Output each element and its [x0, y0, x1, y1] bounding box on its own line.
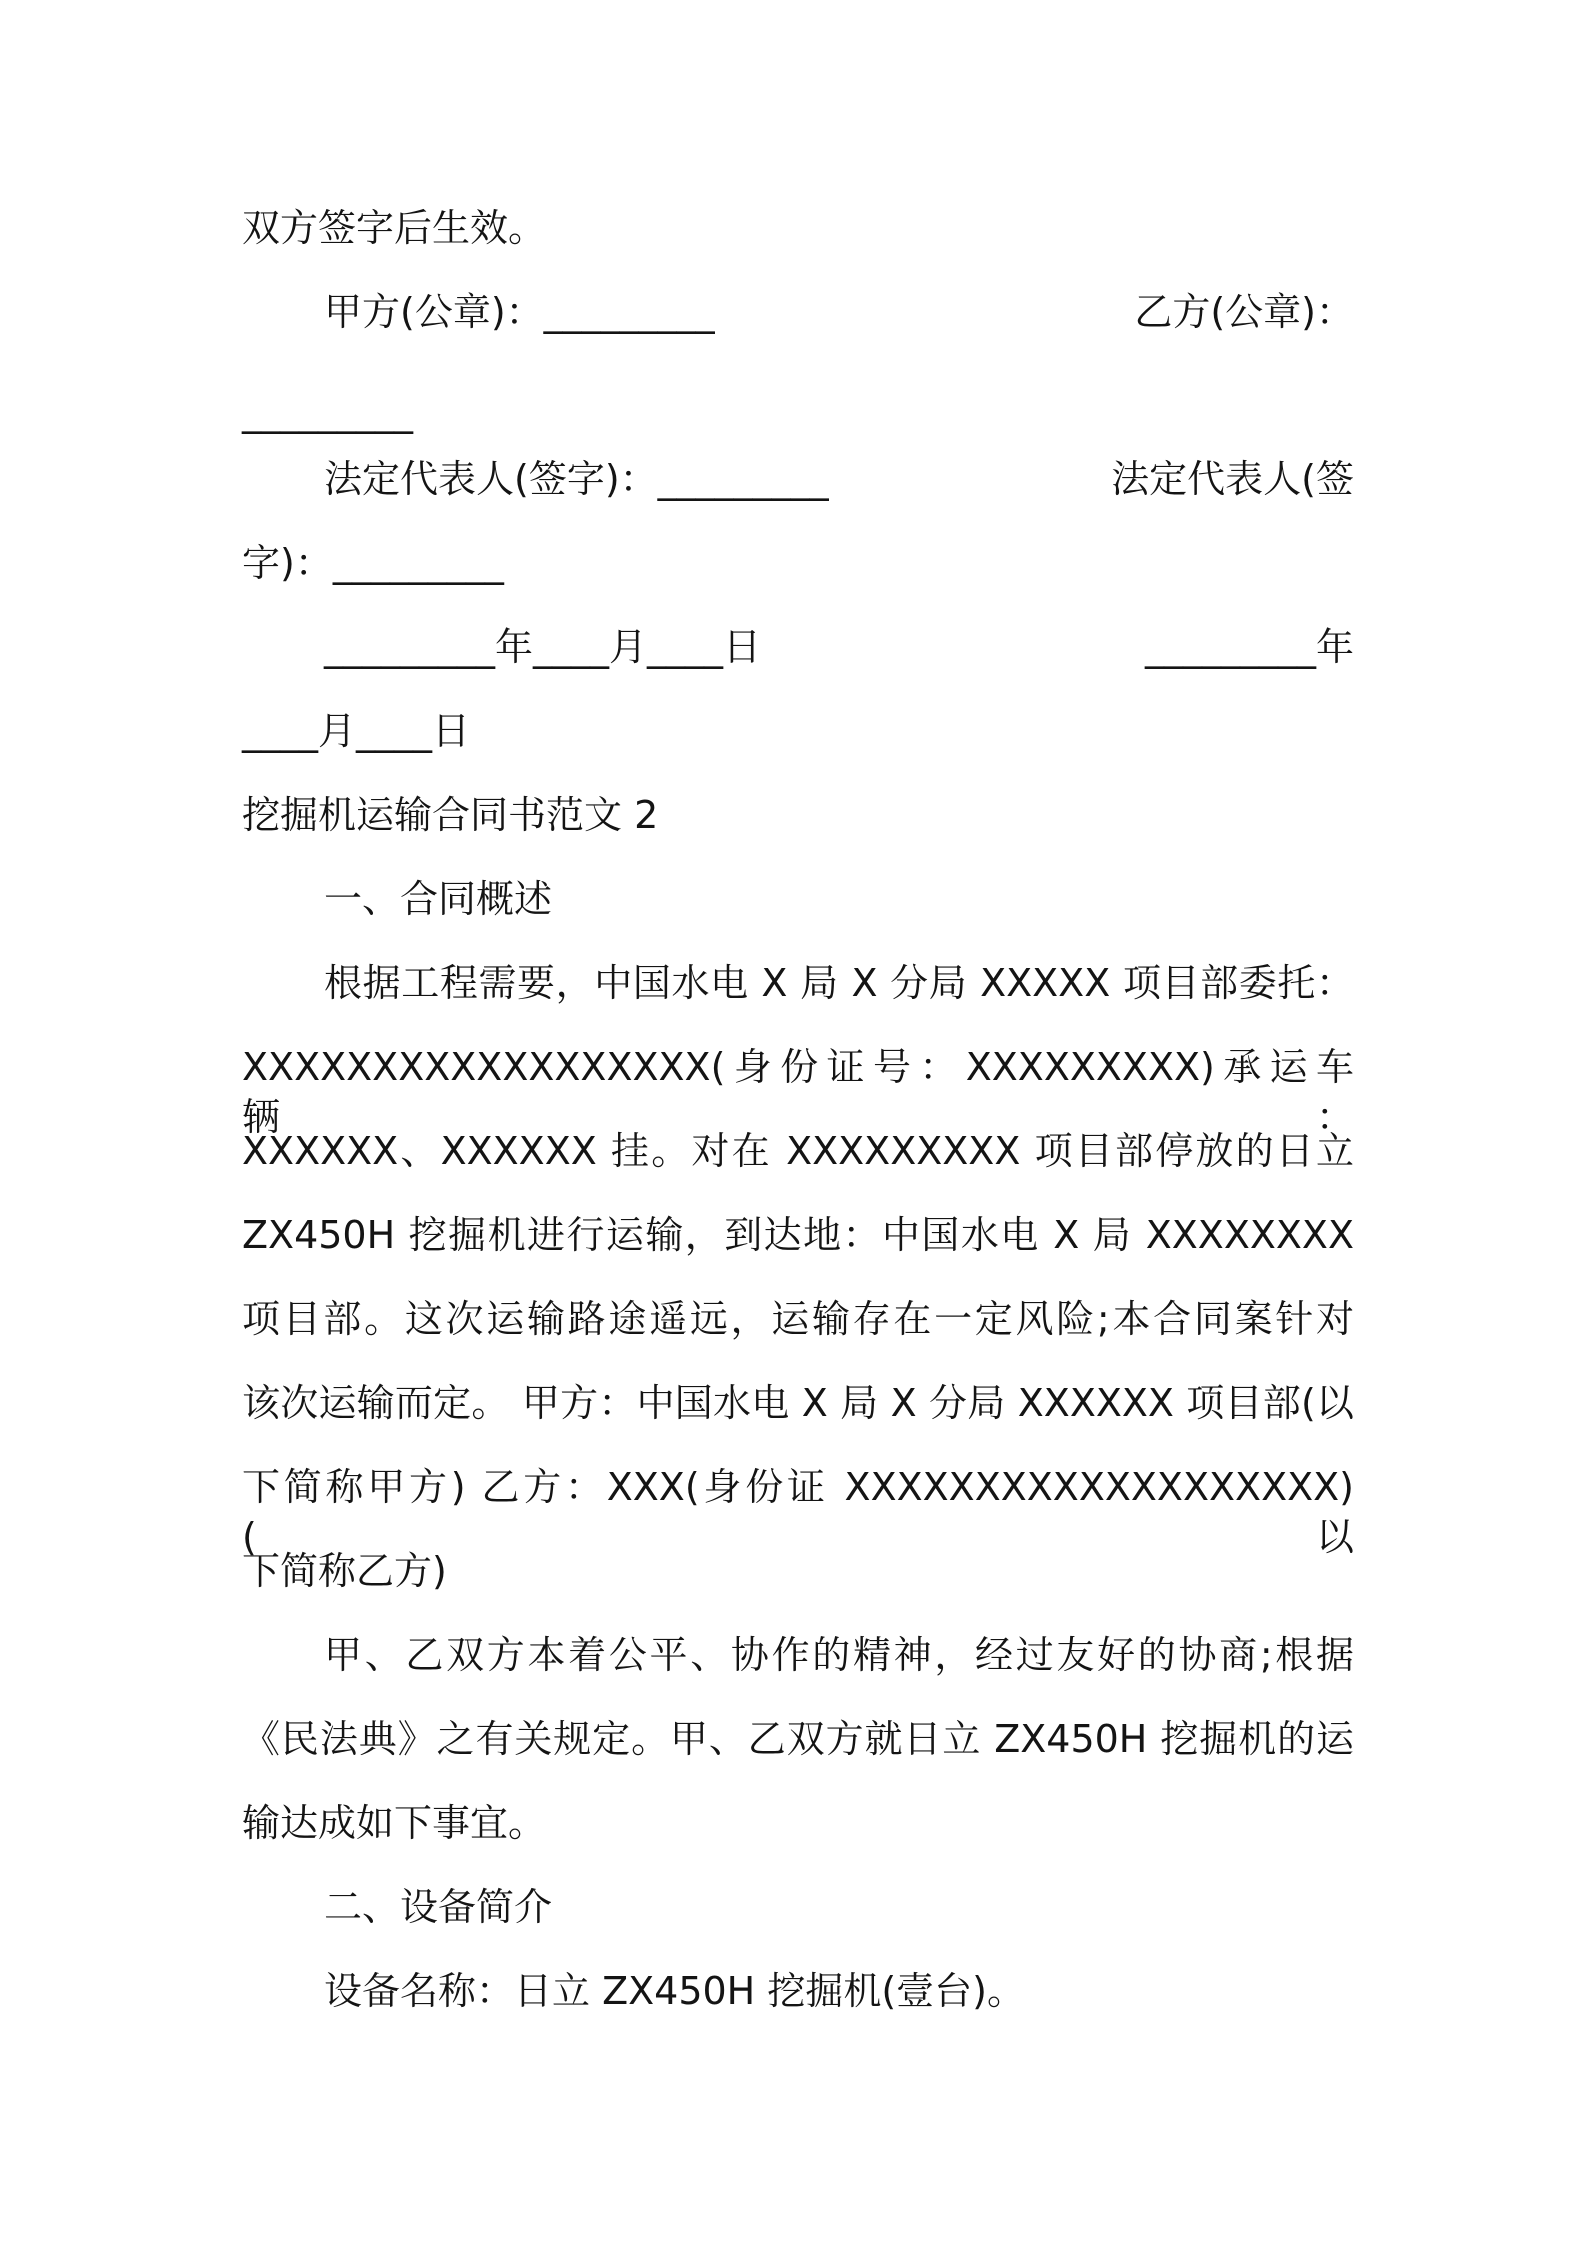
text-line-effective: 双方签字后生效。 — [242, 206, 547, 250]
heading-equipment: 二、设备简介 — [324, 1885, 553, 1929]
paragraph-line: 下简称甲方) 乙方：XXX(身份证 XXXXXXXXXXXXXXXXXXX)(以 — [242, 1465, 1354, 1559]
paragraph-line: XXXXXXXXXXXXXXXXXX(身份证号：XXXXXXXXX)承运车辆： — [242, 1045, 1354, 1139]
party-b-representative-cont: 字)：_________ — [242, 541, 504, 585]
paragraph-line: 甲、乙双方本着公平、协作的精神，经过友好的协商;根据 — [324, 1633, 1354, 1677]
paragraph-line: 《民法典》之有关规定。甲、乙双方就日立 ZX450H 挖掘机的运 — [242, 1717, 1354, 1761]
party-a-seal: 甲方(公章)：_________ — [324, 290, 715, 334]
party-a-date: _________年____月____日 — [324, 625, 762, 669]
paragraph-line: 项目部。这次运输路途遥远，运输存在一定风险;本合同案针对 — [242, 1297, 1354, 1341]
paragraph-line: 根据工程需要，中国水电 X 局 X 分局 XXXXX 项目部委托： — [324, 961, 1354, 1005]
party-b-date: _________年 — [1144, 625, 1354, 669]
paragraph-line: XXXXXX、XXXXXX 挂。对在 XXXXXXXXX 项目部停放的日立 — [242, 1129, 1354, 1173]
signature-row-date — [242, 622, 1354, 672]
paragraph-line: 该次运输而定。 甲方：中国水电 X 局 X 分局 XXXXXX 项目部(以 — [242, 1381, 1354, 1425]
party-b-seal: 乙方(公章)： — [1134, 290, 1354, 334]
party-b-seal-blank: _________ — [242, 390, 413, 434]
equipment-name: 设备名称：日立 ZX450H 挖掘机(壹台)。 — [324, 1969, 1025, 2013]
signature-row-seal — [242, 287, 1354, 337]
paragraph-line: 输达成如下事宜。 — [242, 1801, 547, 1845]
party-b-representative: 法定代表人(签 — [1111, 457, 1354, 501]
party-b-date-cont: ____月____日 — [242, 709, 471, 753]
section-title: 挖掘机运输合同书范文 2 — [242, 793, 659, 837]
paragraph-line: ZX450H 挖掘机进行运输，到达地：中国水电 X 局 XXXXXXXX — [242, 1213, 1354, 1257]
signature-row-representative — [242, 454, 1354, 504]
paragraph-line: 下简称乙方) — [242, 1549, 447, 1593]
party-a-representative: 法定代表人(签字)：_________ — [324, 457, 829, 501]
heading-overview: 一、合同概述 — [324, 877, 553, 921]
